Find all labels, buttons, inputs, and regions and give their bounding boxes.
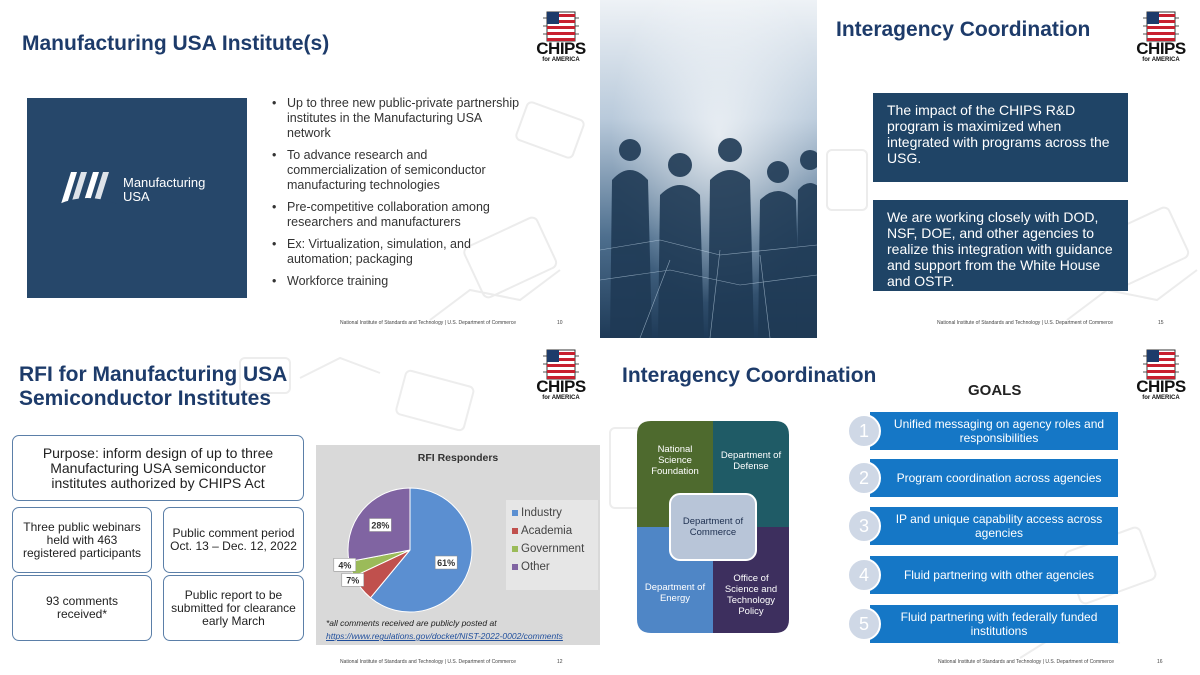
data-label-text: 4% bbox=[338, 560, 352, 571]
goal-number: 3 bbox=[847, 509, 881, 543]
quadrant-dod: Department of Defense bbox=[720, 450, 782, 472]
data-label-text: 7% bbox=[346, 575, 360, 586]
slide-title: Manufacturing USA Institute(s) bbox=[22, 32, 330, 55]
data-label-academia bbox=[342, 573, 364, 586]
chart-title: RFI Responders bbox=[417, 452, 499, 464]
chips-sub: for AMERICA bbox=[1142, 57, 1180, 63]
slide-interagency-text bbox=[817, 0, 1200, 338]
data-label-other bbox=[369, 518, 391, 531]
legend-swatch bbox=[512, 546, 518, 552]
impact-text-box: The impact of the CHIPS R&D program is maximized when integrated with programs across the USG. bbox=[873, 93, 1128, 182]
agency-quadrant-diagram bbox=[637, 421, 789, 633]
bullet-item: • Up to three new public-private partnership institutes in the Manufacturing USA network bbox=[270, 96, 520, 141]
chips-word: CHIPS bbox=[536, 39, 586, 58]
quadrant-doc: Department of Commerce bbox=[682, 516, 744, 538]
page-number: 10 bbox=[557, 320, 563, 326]
page-number: 12 bbox=[557, 659, 563, 665]
quadrant-doe: Department of Energy bbox=[644, 582, 706, 604]
slide-title bbox=[19, 363, 287, 411]
chips-sub: for AMERICA bbox=[542, 395, 580, 401]
goal-text: Fluid partnering with federally funded institutions bbox=[870, 605, 1118, 643]
slide-title: Interagency Coordination bbox=[836, 18, 1091, 41]
chips-logo bbox=[1136, 348, 1186, 404]
comment-period-box: Public comment period Oct. 13 – Dec. 12, 2022 bbox=[163, 507, 304, 573]
bullet-item: • Pre-competitive collaboration among researchers and manufacturers bbox=[270, 200, 520, 230]
chips-logo bbox=[536, 10, 586, 66]
goals-heading: GOALS bbox=[968, 382, 1022, 399]
regulations-link[interactable]: https://www.regulations.gov/docket/NIST-2022-0002/comments bbox=[326, 631, 563, 641]
goal-text: Program coordination across agencies bbox=[870, 459, 1118, 497]
slide-manufacturing-usa bbox=[0, 0, 600, 338]
title-line-2: Semiconductor Institutes bbox=[19, 387, 272, 410]
chips-logo bbox=[536, 348, 586, 404]
footer-text: National Institute of Standards and Technology | U.S. Department of Commerce bbox=[938, 659, 1115, 665]
legend-item-government bbox=[512, 540, 584, 558]
usa-logo-word: USA bbox=[123, 189, 150, 204]
quadrant-ostp: Office of Science and Technology Policy bbox=[724, 573, 778, 617]
chips-word: CHIPS bbox=[1136, 39, 1186, 58]
legend-label: Government bbox=[521, 543, 585, 555]
goal-text: IP and unique capability access across agencies bbox=[870, 507, 1118, 545]
photo-panel bbox=[600, 0, 817, 338]
purpose-box: Purpose: inform design of up to three Manufacturing USA semiconductor institutes authorized by CHIPS Act bbox=[12, 435, 304, 501]
legend-label: Industry bbox=[521, 507, 562, 519]
legend-label: Academia bbox=[521, 525, 573, 537]
legend-item-industry bbox=[512, 504, 584, 522]
slide-interagency-goals bbox=[600, 338, 1200, 675]
bullet-item: • Ex: Virtualization, simulation, and automation; packaging bbox=[270, 237, 520, 267]
bullet-list bbox=[270, 96, 520, 296]
manufacturing-usa-logo-panel bbox=[27, 98, 247, 298]
webinars-box: Three public webinars held with 463 registered participants bbox=[12, 507, 152, 573]
slide-rfi bbox=[0, 338, 600, 675]
business-people-photo bbox=[600, 0, 817, 338]
goal-text: Unified messaging on agency roles and responsibilities bbox=[870, 412, 1118, 450]
goal-text: Fluid partnering with other agencies bbox=[870, 556, 1118, 594]
bullet-item: • Workforce training bbox=[270, 274, 520, 289]
page-number: 16 bbox=[1157, 659, 1163, 665]
chips-word: CHIPS bbox=[536, 377, 586, 396]
data-label-industry bbox=[435, 556, 457, 569]
goal-number: 1 bbox=[847, 414, 881, 448]
manufacturing-usa-logo-icon bbox=[57, 170, 119, 206]
footer-text: National Institute of Standards and Technology | U.S. Department of Commerce bbox=[937, 320, 1114, 326]
legend-label: Other bbox=[521, 561, 550, 573]
data-label-text: 28% bbox=[371, 520, 390, 531]
legend-item-other bbox=[512, 558, 584, 576]
chips-sub: for AMERICA bbox=[542, 57, 580, 63]
comments-received-box: 93 comments received* bbox=[12, 575, 152, 641]
goal-number: 4 bbox=[847, 558, 881, 592]
chart-legend bbox=[506, 500, 598, 590]
data-label-government bbox=[334, 558, 356, 571]
manufacturing-logo-word: Manufacturing bbox=[123, 175, 206, 190]
collaboration-text-box: We are working closely with DOD, NSF, DOE, and other agencies to realize this integration with guidance and support from the White House and OSTP. bbox=[873, 200, 1128, 291]
footer-text: National Institute of Standards and Technology | U.S. Department of Commerce bbox=[340, 659, 517, 665]
rfi-responders-chart bbox=[316, 445, 600, 645]
page-number: 15 bbox=[1158, 320, 1164, 326]
public-report-box: Public report to be submitted for clearance early March bbox=[163, 575, 304, 641]
legend-item-academia bbox=[512, 522, 584, 540]
legend-swatch bbox=[512, 528, 518, 534]
footnote: *all comments received are publicly posted at bbox=[326, 618, 497, 628]
slide-title: Interagency Coordination bbox=[622, 364, 877, 387]
chips-sub: for AMERICA bbox=[1142, 395, 1180, 401]
chips-logo bbox=[1136, 10, 1186, 66]
data-label-text: 61% bbox=[437, 558, 456, 569]
quadrant-nsf: National Science Foundation bbox=[651, 444, 699, 477]
chips-word: CHIPS bbox=[1136, 377, 1186, 396]
footer-text: National Institute of Standards and Technology | U.S. Department of Commerce bbox=[340, 320, 517, 326]
title-line-1: RFI for Manufacturing USA bbox=[19, 363, 288, 386]
legend-swatch bbox=[512, 510, 518, 516]
goal-number: 2 bbox=[847, 461, 881, 495]
legend-swatch bbox=[512, 564, 518, 570]
bullet-item: • To advance research and commercialization of semiconductor manufacturing technologies bbox=[270, 148, 520, 193]
goal-number: 5 bbox=[847, 607, 881, 641]
